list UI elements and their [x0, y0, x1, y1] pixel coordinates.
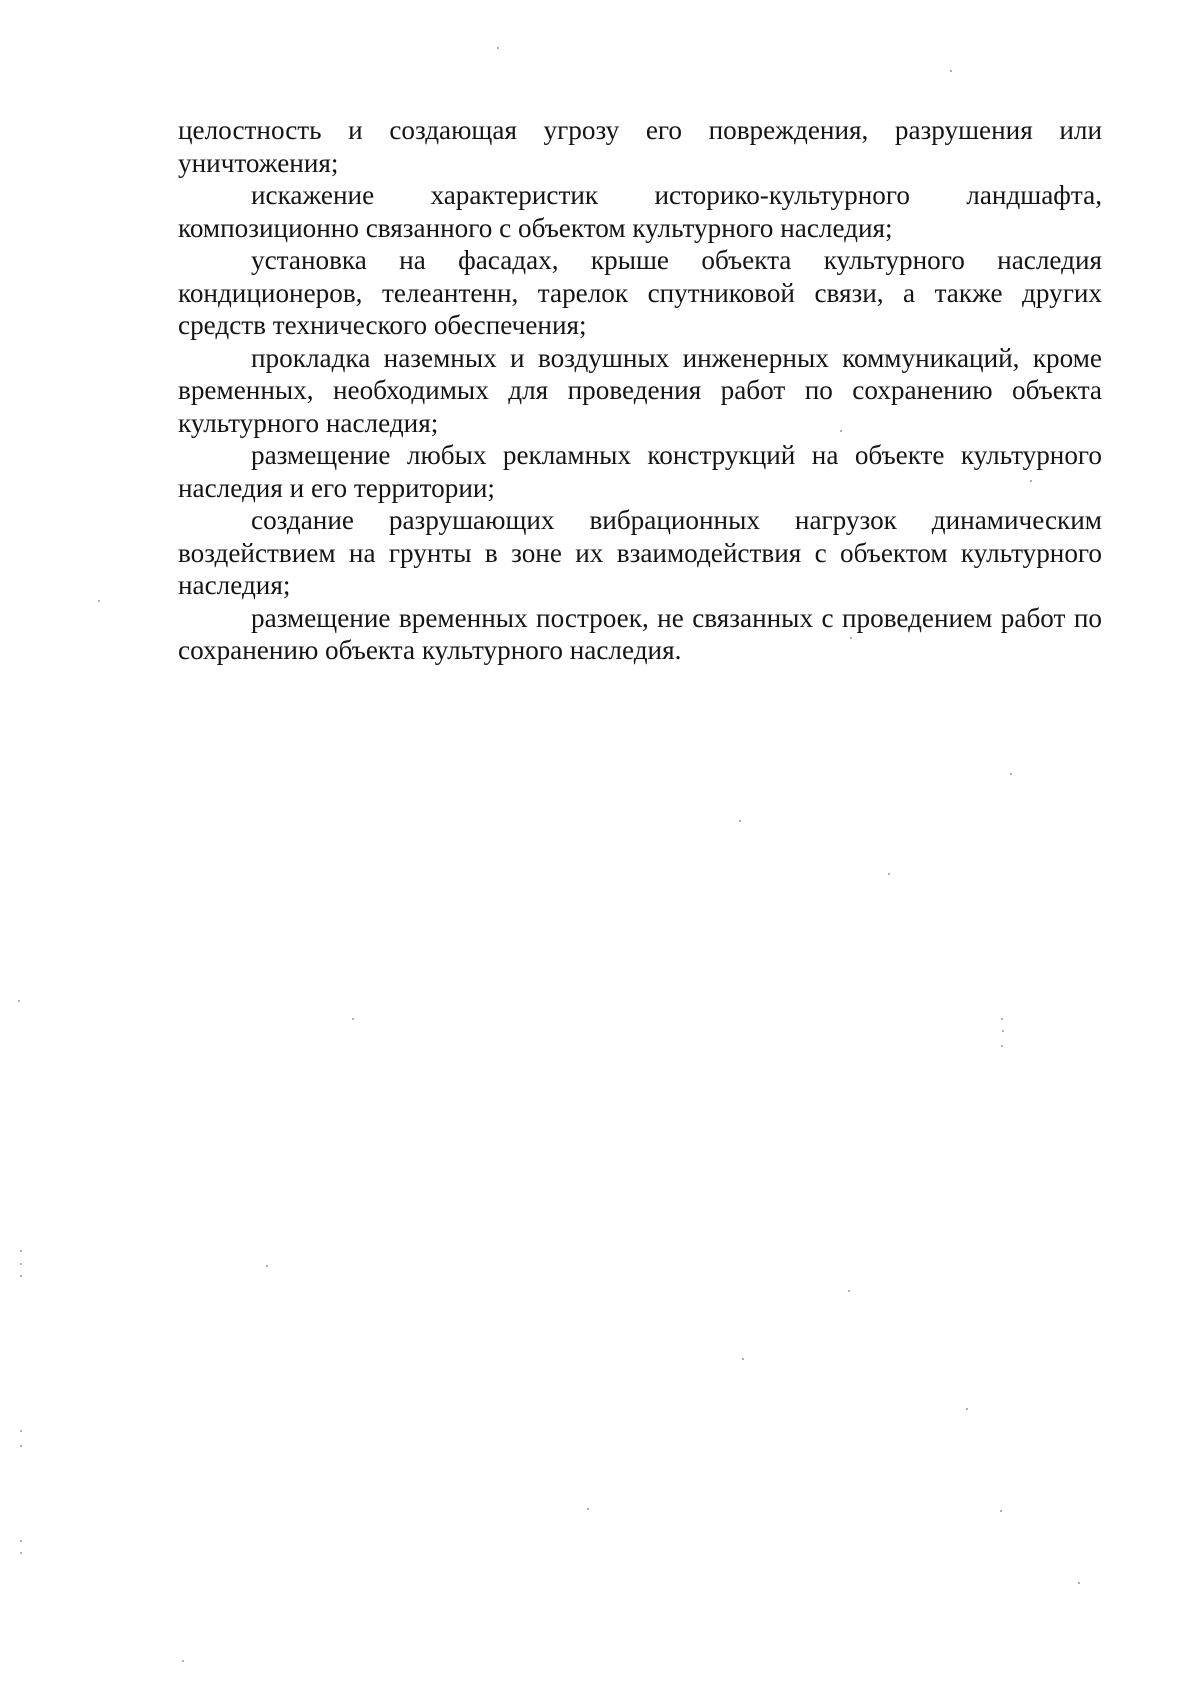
- document-body: [178, 114, 1102, 667]
- paragraph-facade-equipment: установка на фасадах, крыше объекта культурного наследия кондиционеров, телеантенн, тарелок спутниковой связи, а также других средств технического обеспечения;: [178, 245, 1102, 340]
- paragraph-landscape-distortion: искажение характеристик историко-культурного ландшафта, композиционно связанного с объектом культурного наследия;: [178, 180, 1102, 243]
- paragraph-advertising: размещение любых рекламных конструкций на объекте культурного наследия и его территории;: [178, 440, 1102, 503]
- paragraph-temporary-buildings: размещение временных построек, не связанных с проведением работ по сохранению объекта культурного наследия.: [178, 602, 1102, 665]
- paragraph-utility-lines: прокладка наземных и воздушных инженерных коммуникаций, кроме временных, необходимых для проведения работ по сохранению объекта культурного наследия;: [178, 342, 1102, 438]
- paragraph-vibration-loads: создание разрушающих вибрационных нагрузок динамическим воздействием на грунты в зоне их взаимодействия с объектом культурного наследия;: [178, 505, 1102, 600]
- paragraph-continuation: целостность и создающая угрозу его повреждения, разрушения или уничтожения;: [178, 115, 1102, 178]
